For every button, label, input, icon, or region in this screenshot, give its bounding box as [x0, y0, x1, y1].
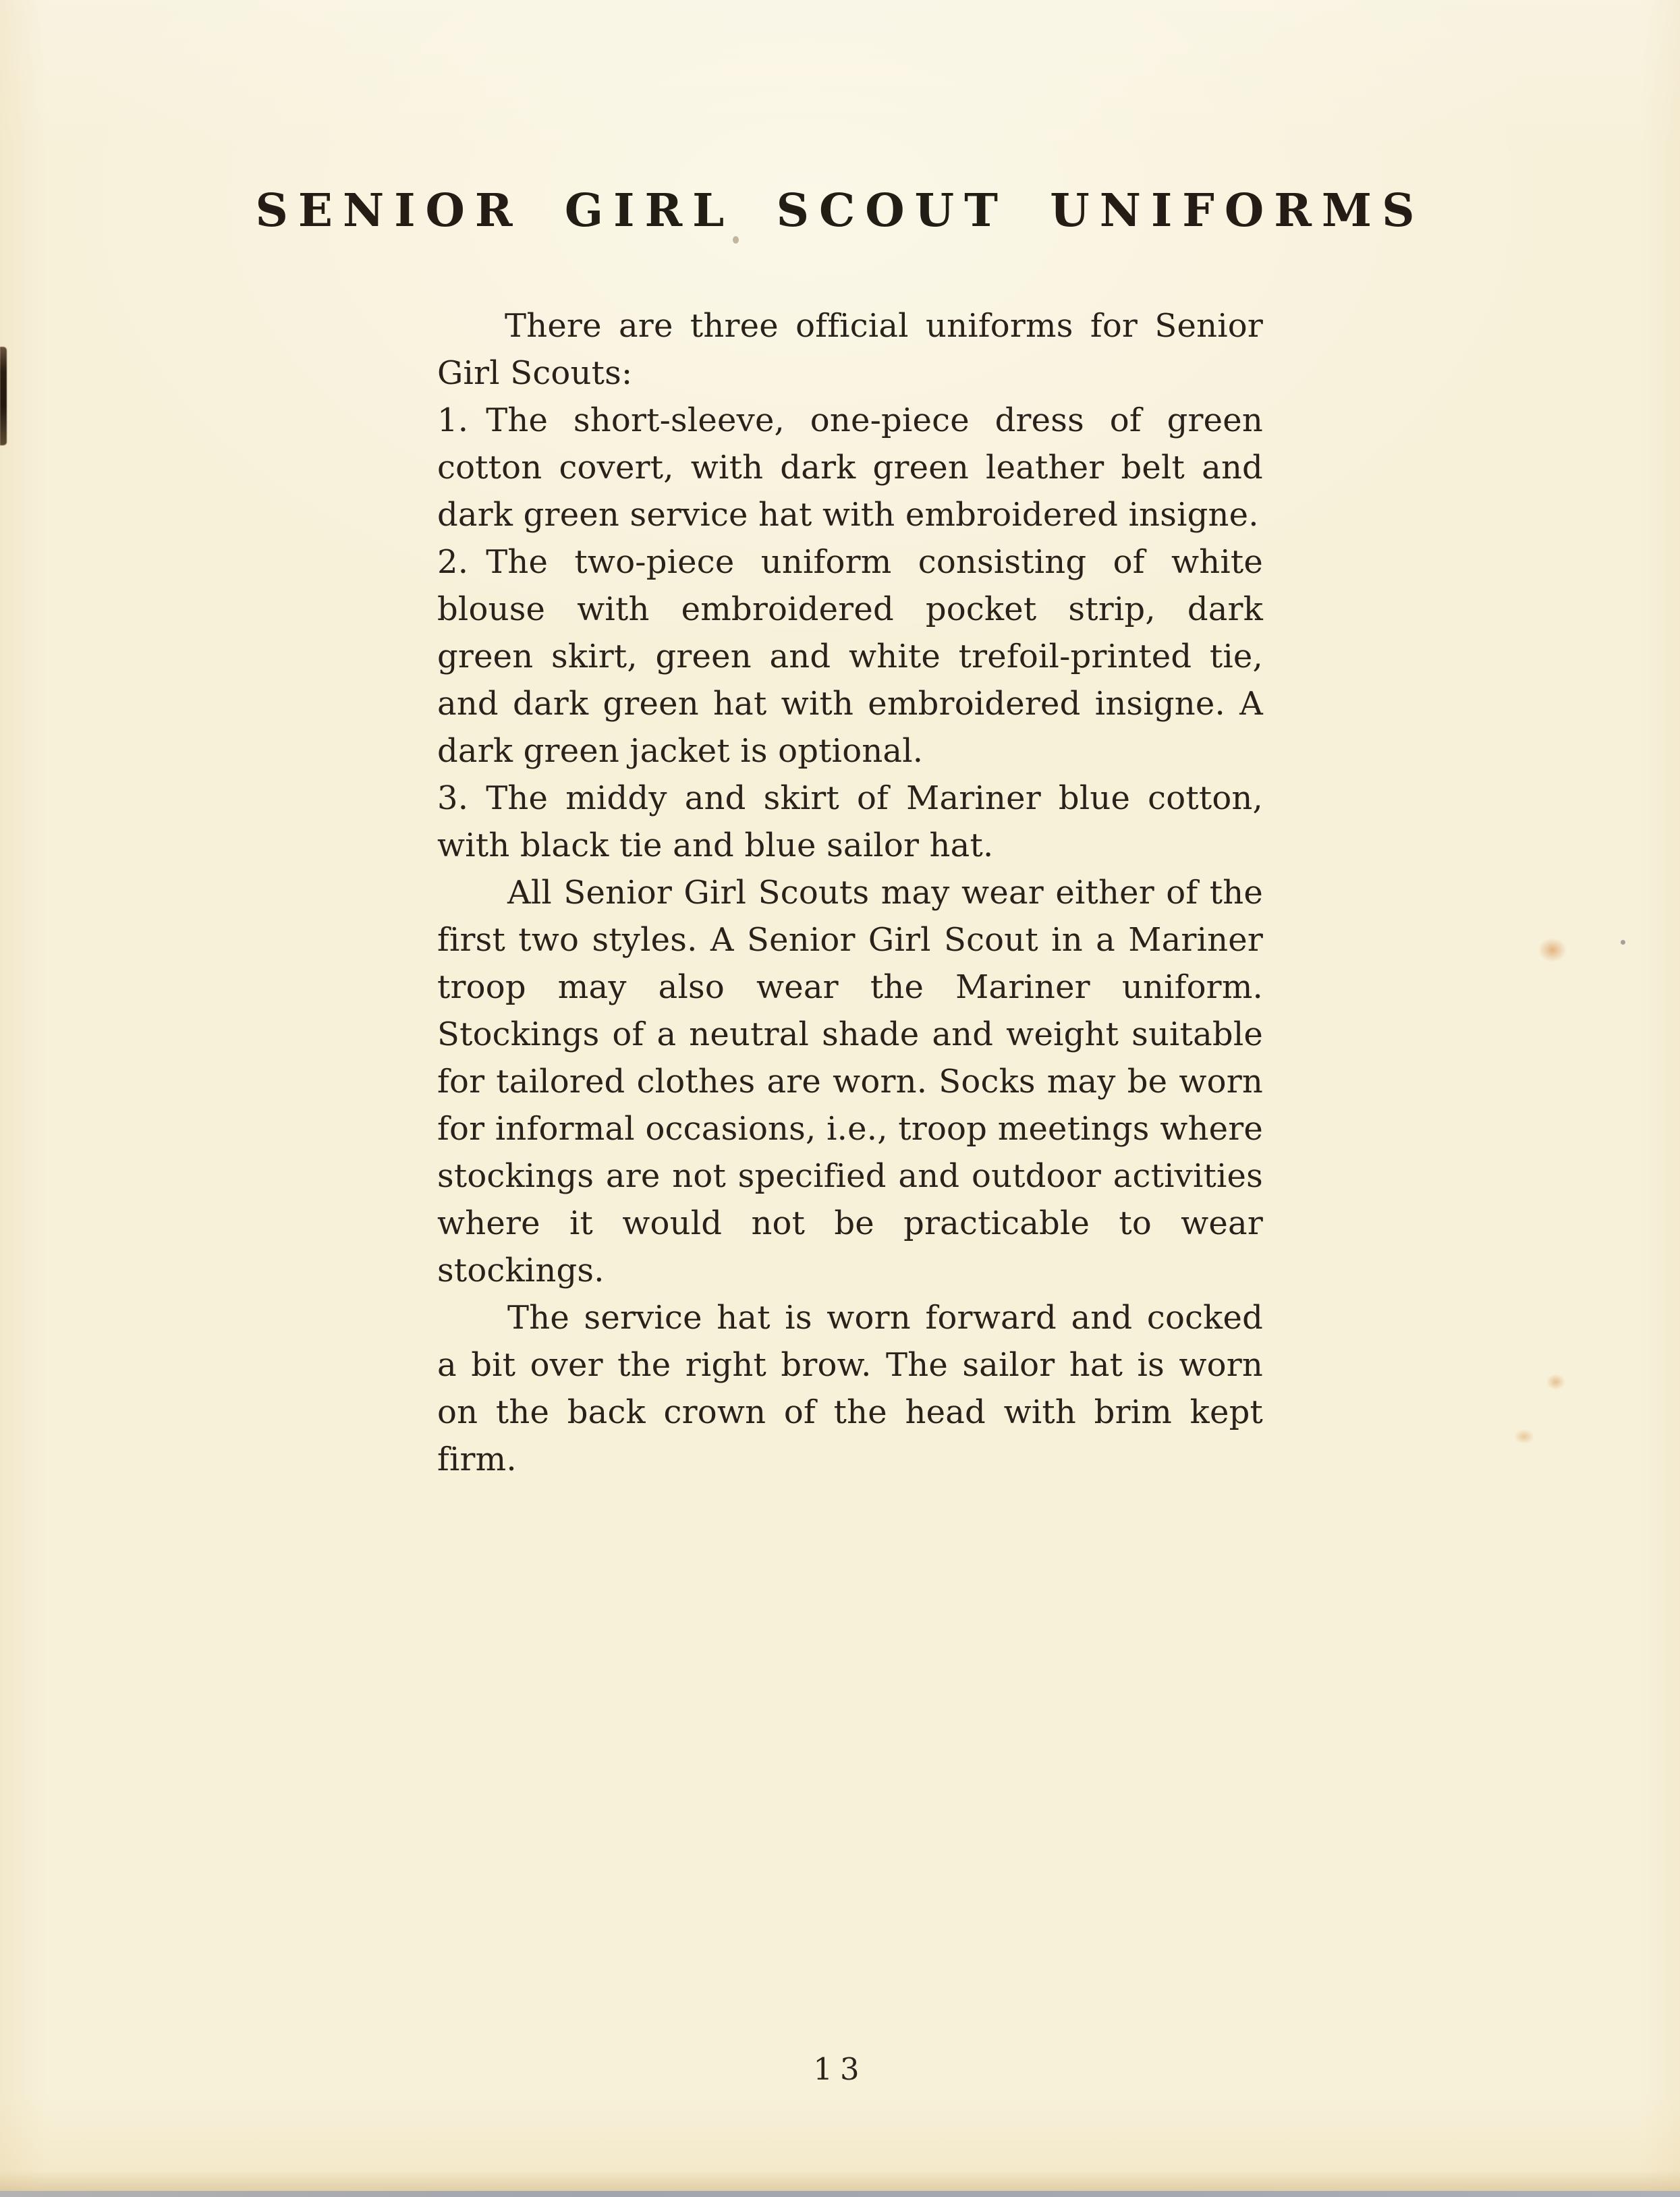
list-item-1-number: 1. [437, 401, 469, 439]
body-paragraph-2: The service hat is worn forward and cocked a bit over the right brow. The sailor hat is worn on the back crown of the head with brim kept firm. [437, 1299, 1263, 1478]
scan-left-edge-mark [0, 347, 7, 445]
list-item-1 [437, 397, 1263, 538]
list-item-2 [437, 538, 1263, 775]
list-item-3-number: 3. [437, 779, 469, 817]
intro-paragraph: There are three official uniforms for Senior Girl Scouts: [437, 307, 1263, 392]
page-bottom-shadow [0, 2171, 1680, 2191]
list-item-2-text: The two-piece uniform consisting of white blouse with embroidered pocket strip, dark green skirt, green and white trefoil-printed tie, and dark green hat with embroidered insigne. A dark green jacket is optional. [437, 543, 1263, 770]
list-item-3 [437, 775, 1263, 869]
paper-stain [1546, 1374, 1565, 1390]
page-number: 13 [813, 2051, 867, 2087]
list-item-3-text: The middy and skirt of Mariner blue cotton, with black tie and blue sailor hat. [437, 779, 1263, 864]
paper-stain [1514, 1429, 1534, 1444]
paper-speck [1621, 940, 1625, 945]
scanner-bed-edge [0, 2191, 1680, 2197]
page-title: SENIOR GIRL SCOUT UNIFORMS [255, 184, 1425, 237]
paper-speck [733, 236, 739, 244]
list-item-1-text: The short-sleeve, one-piece dress of green cotton covert, with dark green leather belt and dark green service hat with embroidered insigne. [437, 401, 1263, 534]
list-item-2-number: 2. [437, 543, 469, 581]
paper-stain [1538, 938, 1567, 962]
text-block [437, 302, 1263, 1483]
body-paragraph-1: All Senior Girl Scouts may wear either of the first two styles. A Senior Girl Scout in a Mariner troop may also wear the Mariner uniform. Stockings of a neutral shade and weight suitable for tailored clothes are worn. Socks may be worn for informal occasions, i.e., troop meetings where stockings are not specified and outdoor activities where it would not be practicable to wear stockings. [437, 874, 1263, 1289]
